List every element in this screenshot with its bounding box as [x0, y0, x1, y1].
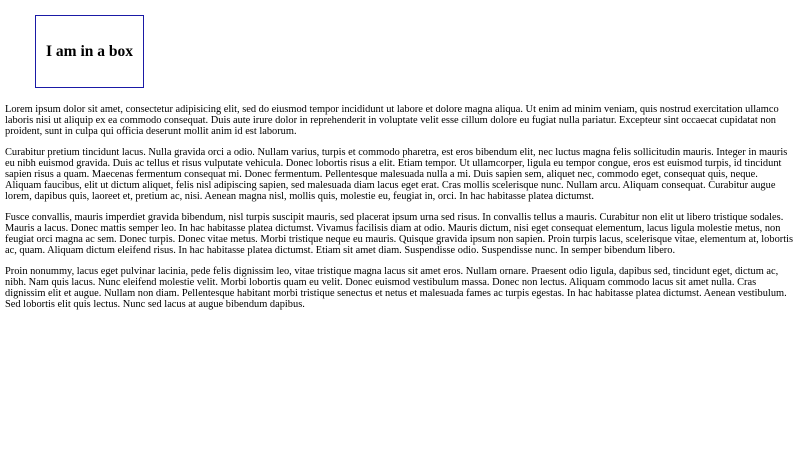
paragraph-1: Lorem ipsum dolor sit amet, consectetur adipisicing elit, sed do eiusmod tempor incididunt ut labore et dolore magna aliqua. Ut enim ad minim veniam, quis nostrud exercitation ullamco laboris nisi ut aliquip ex ea commodo consequat. Duis aute irure dolor in reprehenderit in voluptate velit esse cillum dolore eu fugiat nulla pariatur. Excepteur sint occaecat cupidatat non proident, sunt in culpa qui officia deserunt mollit anim id est laborum.: [5, 104, 779, 137]
box-heading: I am in a box: [46, 42, 133, 60]
paragraph-4: Proin nonummy, lacus eget pulvinar lacinia, pede felis dignissim leo, vitae tristique magna lacus sit amet eros. Nullam ornare. Praesent odio ligula, dapibus sed, tincidunt eget, dictum ac, nibh. Nam quis lacus. Nunc eleifend molestie velit. Morbi lobortis quam eu velit. Donec euismod vestibulum massa. Donec non lectus. Aliquam commodo lacus sit amet nulla. Cras dignissim elit et augue. Nullam non diam. Pellentesque habitant morbi tristique senectus et netus et malesuada fames ac turpis egestas. In hac habitasse platea dictumst. Aenean vestibulum. Sed lobortis elit quis lectus. Nunc sed lacus at augue bibendum dapibus.: [5, 266, 787, 310]
boxed-heading-container: [35, 15, 144, 88]
body-text: [5, 104, 796, 320]
paragraph-2: Curabitur pretium tincidunt lacus. Nulla gravida orci a odio. Nullam varius, turpis et commodo pharetra, est eros bibendum elit, nec luctus magna felis sollicitudin mauris. Integer in mauris eu nibh euismod gravida. Duis ac tellus et risus vulputate vehicula. Donec lobortis risus a elit. Etiam tempor. Ut ullamcorper, ligula eu tempor congue, eros est euismod turpis, id tincidunt sapien risus a quam. Maecenas fermentum consequat mi. Donec fermentum. Pellentesque malesuada nulla a mi. Duis sapien sem, aliquet nec, commodo eget, consequat quis, neque. Aliquam faucibus, elit ut dictum aliquet, felis nisl adipiscing sapien, sed malesuada diam lacus eget erat. Cras mollis scelerisque nunc. Nullam arcu. Aliquam consequat. Curabitur augue lorem, dapibus quis, laoreet et, pretium ac, nisi. Aenean magna nisl, mollis quis, molestie eu, feugiat in, orci. In hac habitasse platea dictumst.: [5, 147, 788, 202]
paragraph-3: Fusce convallis, mauris imperdiet gravida bibendum, nisl turpis suscipit mauris, sed placerat ipsum urna sed risus. In convallis tellus a mauris. Curabitur non elit ut libero tristique sodales. Mauris a lacus. Donec mattis semper leo. In hac habitasse platea dictumst. Vivamus facilisis diam at odio. Mauris dictum, nisi eget consequat elementum, lacus ligula molestie metus, non feugiat orci magna ac sem. Donec turpis. Donec vitae metus. Morbi tristique neque eu mauris. Quisque gravida ipsum non sapien. Proin turpis lacus, scelerisque vitae, elementum at, lobortis ac, quam. Aliquam dictum eleifend risus. In hac habitasse platea dictumst. Etiam sit amet diam. Suspendisse odio. Suspendisse nunc. In semper bibendum libero.: [5, 212, 794, 256]
